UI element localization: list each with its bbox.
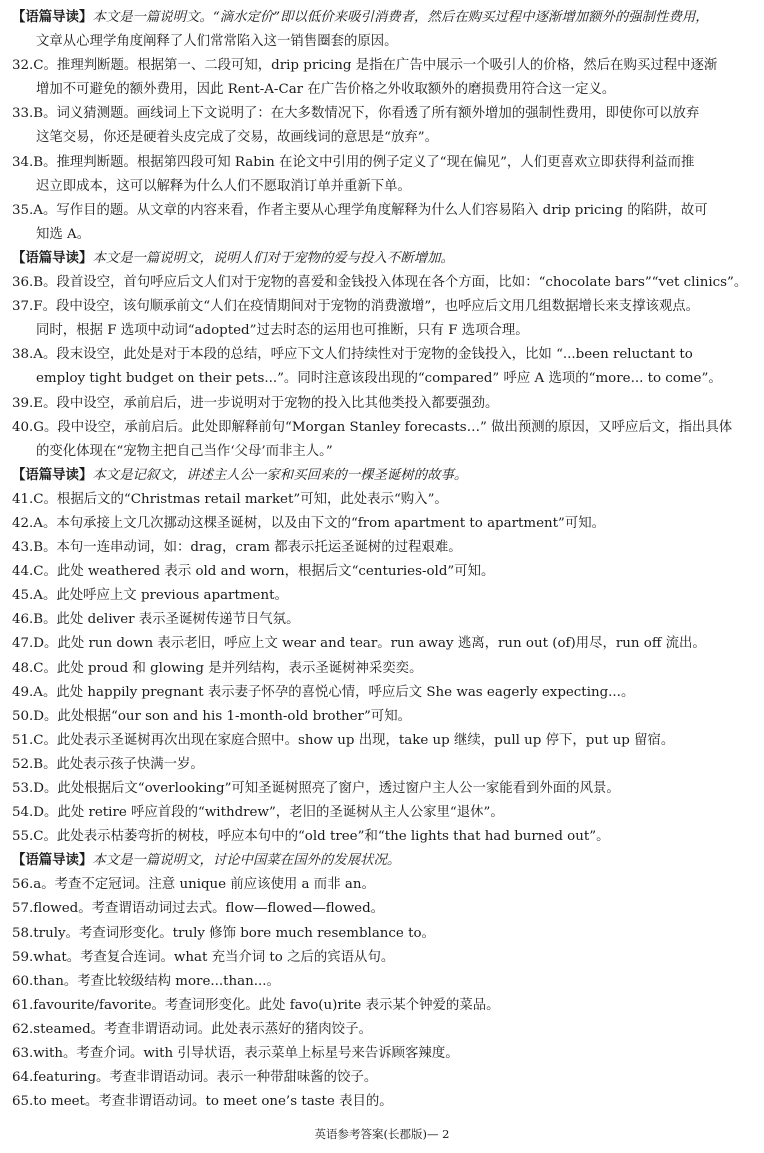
reading-guide-tag: 【语篇导读】 bbox=[12, 467, 93, 483]
answer-item-line: 59.what。考查复合连词。what 充当介词 to 之后的宾语从句。 bbox=[12, 949, 395, 965]
reading-guide-text: 本文是一篇说明文，讨论中国菜在国外的发展状况。 bbox=[92, 853, 401, 869]
answer-item-line: 33.B。词义猜测题。画线词上下文说明了：在大多数情况下，你看透了所有额外增加的强制性费用，即使你可以放弃 bbox=[12, 106, 700, 122]
answer-content bbox=[12, 6, 752, 1114]
answer-item-line: 38.A。段末设空，此处是对于本段的总结，呼应下文人们持续性对于宠物的金钱投入，比如 “...been reluctant to bbox=[12, 347, 693, 363]
answer-continuation-line: 同时，根据 F 选项中动词“adopted”过去时态的运用也可推断，只有 F 选项合理。 bbox=[36, 323, 529, 339]
answer-item-line: 42.A。本句承接上文几次挪动这棵圣诞树，以及由下文的“from apartment to apartment”可知。 bbox=[12, 515, 606, 531]
answer-item-line: 43.B。本句一连串动词，如：drag，cram 都表示托运圣诞树的过程艰难。 bbox=[12, 540, 462, 556]
page-footer: 英语参考答案(长郡版)— 2 bbox=[314, 1127, 450, 1141]
reading-guide-tag: 【语篇导读】 bbox=[12, 250, 93, 266]
answer-item-line: 46.B。此处 deliver 表示圣诞树传递节日气氛。 bbox=[12, 612, 300, 628]
answer-item-line: 62.steamed。考查非谓语动词。此处表示蒸好的猪肉饺子。 bbox=[12, 1021, 372, 1037]
answer-item-line: 49.A。此处 happily pregnant 表示妻子怀孕的喜悦心情，呼应后文 She was eagerly expecting...。 bbox=[12, 684, 635, 700]
answer-item-line: 45.A。此处呼应上文 previous apartment。 bbox=[12, 588, 288, 604]
answer-item-line: 37.F。段中设空，该句顺承前文“人们在疫情期间对于宠物的消费激增”，也呼应后文用几组数据增长来支撑该观点。 bbox=[12, 299, 700, 315]
answer-item-line: 53.D。此处根据后文“overlooking”可知圣诞树照亮了窗户，透过窗户主人公一家能看到外面的风景。 bbox=[12, 781, 620, 796]
answer-item-line: 35.A。写作目的题。从文章的内容来看，作者主要从心理学角度解释为什么人们容易陷入 drip pricing 的陷阱，故可 bbox=[12, 202, 708, 218]
answer-item-line: 44.C。此处 weathered 表示 old and worn，根据后文“centuries-old”可知。 bbox=[12, 564, 495, 580]
answer-continuation-line: 的变化体现在“宠物主把自己当作‘父母’而非主人。” bbox=[36, 443, 333, 459]
answer-item-line: 63.with。考查介词。with 引导状语，表示菜单上标星号来告诉顾客辣度。 bbox=[12, 1046, 459, 1062]
reading-guide-tag: 【语篇导读】 bbox=[12, 853, 93, 869]
reading-guide-text: 本文是一篇说明文。“滴水定价”即以低价来吸引消费者，然后在购买过程中逐渐增加额外的强制性费用， bbox=[92, 10, 709, 25]
answer-item-line: 55.C。此处表示枯萎弯折的树枝，呼应本句中的“old tree”和“the lights that had burned out”。 bbox=[12, 829, 610, 845]
reading-guide-text: 本文是一篇说明文，说明人们对于宠物的爱与投入不断增加。 bbox=[92, 250, 454, 266]
answer-continuation-line: 这笔交易，你还是硬着头皮完成了交易，故画线词的意思是“放弃”。 bbox=[36, 130, 439, 146]
answer-continuation-line: 知选 A。 bbox=[36, 226, 91, 242]
reading-guide-line bbox=[12, 6, 752, 30]
answer-item-line: 60.than。考查比较级结构 more...than...。 bbox=[12, 973, 280, 989]
answer-item-line: 64.featuring。考查非谓语动词。表示一种带甜味酱的饺子。 bbox=[12, 1070, 378, 1086]
answer-item-line: 34.B。推理判断题。根据第四段可知 Rabin 在论文中引用的例子定义了“现在偏见”，人们更喜欢立即获得利益而推 bbox=[12, 154, 695, 170]
answer-continuation-line: 迟立即成本，这可以解释为什么人们不愿取消订单并重新下单。 bbox=[36, 178, 411, 194]
answer-continuation-line: 文章从心理学角度阐释了人们常常陷入这一销售圈套的原因。 bbox=[36, 34, 398, 50]
answer-item-line: 36.B。段首设空，首句呼应后文人们对于宠物的喜爱和金钱投入体现在各个方面，比如：“chocolate bars”“vet clinics”。 bbox=[12, 275, 748, 291]
answer-item-line: 40.G。段中设空，承前启后。此处即解释前句“Morgan Stanley forecasts…” 做出预测的原因，又呼应后文，指出具体 bbox=[12, 419, 733, 435]
reading-guide-line bbox=[12, 247, 752, 271]
answer-item-line: 50.D。此处根据“our son and his 1-month-old brother”可知。 bbox=[12, 708, 411, 724]
answer-item-line: 61.favourite/favorite。考查词形变化。此处 favo(u)rite 表示某个钟爱的菜品。 bbox=[12, 997, 500, 1013]
answer-item-line: 47.D。此处 run down 表示老旧，呼应上文 wear and tear。run away 逃离，run out (of)用尽，run off 流出。 bbox=[12, 636, 706, 652]
answer-item-line: 51.C。此处表示圣诞树再次出现在家庭合照中。show up 出现，take up 继续，pull up 停下，put up 留宿。 bbox=[12, 732, 675, 748]
answer-continuation-line: 增加不可避免的额外费用，因此 Rent-A-Car 在广告价格之外收取额外的磨损费用符合这一定义。 bbox=[36, 82, 616, 98]
reading-guide-line bbox=[12, 464, 752, 488]
reading-guide-text: 本文是记叙文，讲述主人公一家和买回来的一棵圣诞树的故事。 bbox=[92, 467, 468, 483]
answer-item-line: 56.a。考查不定冠词。注意 unique 前应该使用 a 而非 an。 bbox=[12, 877, 375, 893]
answer-item-line: 39.E。段中设空，承前启后，进一步说明对于宠物的投入比其他类投入都要强劲。 bbox=[12, 395, 499, 411]
reading-guide-tag: 【语篇导读】 bbox=[12, 10, 93, 25]
answer-item-line: 65.to meet。考查非谓语动词。to meet one’s taste 表目的。 bbox=[12, 1094, 393, 1110]
answer-continuation-line: employ tight budget on their pets...”。同时注意该段出现的“compared” 呼应 A 选项的“more... to come”。 bbox=[36, 371, 722, 387]
answer-item-line: 54.D。此处 retire 呼应首段的“withdrew”，老旧的圣诞树从主人公家里“退休”。 bbox=[12, 805, 504, 821]
answer-item-line: 57.flowed。考查谓语动词过去式。flow—flowed—flowed。 bbox=[12, 901, 385, 917]
answer-item-line: 41.C。根据后文的“Christmas retail market”可知，此处表示“购入”。 bbox=[12, 491, 448, 507]
answer-item-line: 58.truly。考查词形变化。truly 修饰 bore much resemblance to。 bbox=[12, 925, 435, 941]
answer-item-line: 52.B。此处表示孩子快满一岁。 bbox=[12, 756, 204, 772]
reading-guide-line bbox=[12, 849, 752, 873]
answer-item-line: 32.C。推理判断题。根据第一、二段可知，drip pricing 是指在广告中展示一个吸引人的价格，然后在购买过程中逐渐 bbox=[12, 58, 718, 74]
answer-item-line: 48.C。此处 proud 和 glowing 是并列结构，表示圣诞树神采奕奕。 bbox=[12, 660, 423, 676]
